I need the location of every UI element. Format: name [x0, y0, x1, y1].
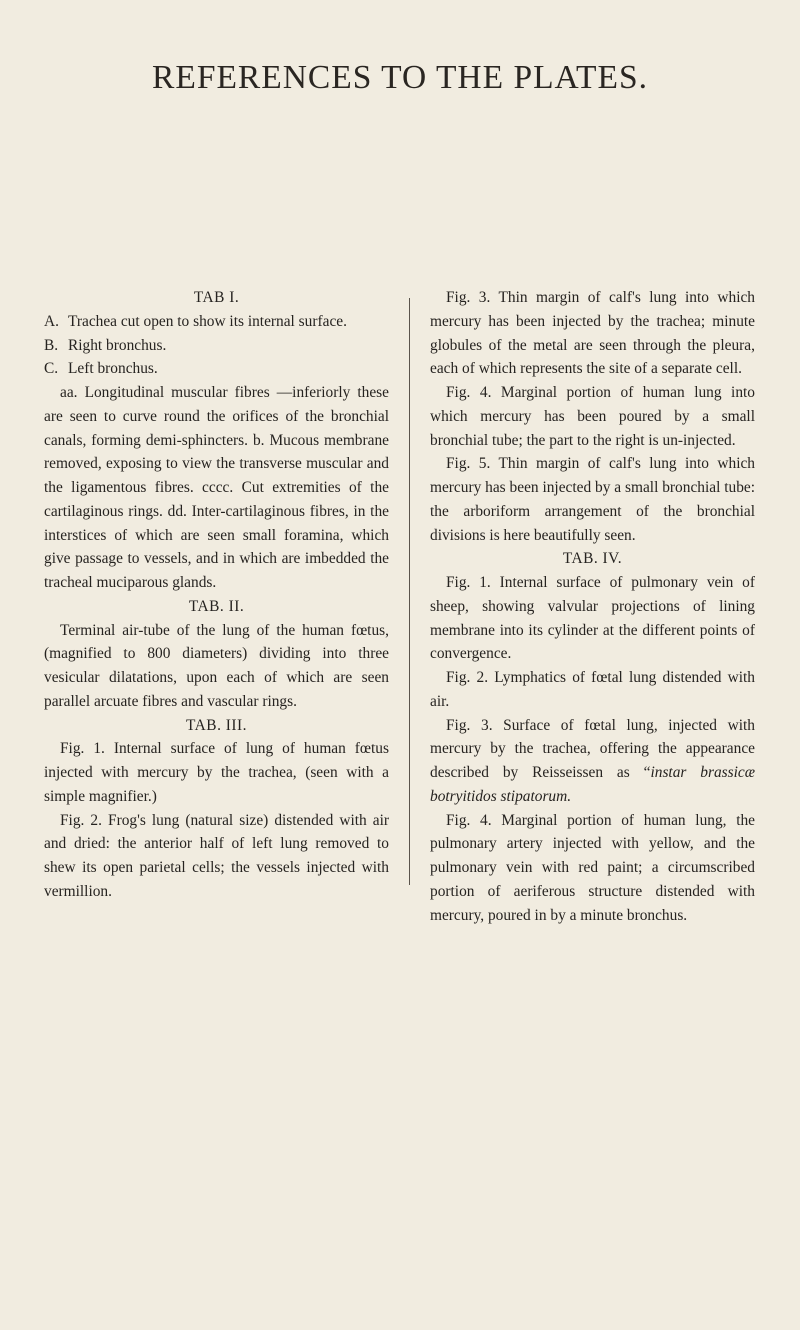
- column-divider: [409, 298, 410, 885]
- item-c-text: Left bronchus.: [68, 360, 158, 378]
- item-a-mark: A.: [44, 312, 59, 330]
- tab-3-fig-3: Fig. 3. Thin margin of calf's lung into which mercury has been injected by the trachea; minute globules of the metal are seen through the pleura, each of which represents the site of a separate cell.: [430, 289, 755, 378]
- tab-3-fig-4: Fig. 4. Marginal portion of human lung into which mercury has been poured by a small bronchial tube; the part to the right is un-injected.: [430, 384, 755, 449]
- item-b-mark: B.: [44, 336, 59, 354]
- left-column: [44, 286, 389, 904]
- tab-1-item-c: [44, 357, 389, 381]
- item-c-mark: C.: [44, 360, 59, 378]
- tab-4-fig-3-text: Fig. 3. Surface of fœtal lung, injected with mercury by the trachea, offering the appearance described by Reisseissen as “: [430, 716, 755, 781]
- item-a-text: Trachea cut open to show its internal surface.: [68, 312, 347, 330]
- tab-4-fig-1: Fig. 1. Internal surface of pulmonary vein of sheep, showing valvular projections of lining membrane into its cylinder at the different points of convergence.: [430, 574, 755, 663]
- tab-3-fig-2: Fig. 2. Frog's lung (natural size) distended with air and dried: the anterior half of left lung removed to shew its open parietal cells; the vessels injected with vermillion.: [44, 811, 389, 900]
- page-title: REFERENCES TO THE PLATES.: [152, 59, 648, 96]
- tab-3-heading: TAB. III.: [186, 716, 247, 734]
- tab-1-item-b: [44, 334, 389, 358]
- tab-2-heading: TAB. II.: [188, 597, 245, 615]
- tab-2-description: Terminal air-tube of the lung of the human fœtus, (magnified to 800 diameters) dividing into three vesicular dilatations, upon each of which are seen parallel arcuate fibres and vascular rings.: [44, 621, 389, 710]
- tab-1-description: aa. Longitudinal muscular fibres —inferiorly these are seen to curve round the orifices of the bronchial canals, forming demi-sphincters. b. Mucous membrane removed, exposing to view the transverse muscular and the ligamentous fibres. cccc. Cut extremities of the cartilaginous rings. dd. Inter-cartilaginous fibres, in the interstices of which are seen small foramina, which give passage to vessels, and in which are imbedded the tracheal muciparous glands.: [44, 384, 389, 591]
- item-b-text: Right bronchus.: [68, 336, 167, 354]
- tab-3-fig-5: Fig. 5. Thin margin of calf's lung into which mercury has been injected by a small bronchial tube: the arboriform arrangement of the bronchial divisions is here beautifully seen.: [430, 455, 755, 544]
- tab-4-heading: TAB. IV.: [562, 550, 623, 568]
- tab-1-item-a: [44, 310, 389, 334]
- right-column: [430, 286, 755, 927]
- tab-4-fig-3: [430, 714, 755, 809]
- tab-4-fig-2: Fig. 2. Lymphatics of fœtal lung distended with air.: [430, 669, 755, 710]
- tab-4-fig-4: Fig. 4. Marginal portion of human lung, the pulmonary artery injected with yellow, and the pulmonary vein with red paint; a circumscribed portion of aeriferous structure distended with mercury, poured in by a minute bronchus.: [430, 811, 755, 924]
- tab-3-fig-1: Fig. 1. Internal surface of lung of human fœtus injected with mercury by the trachea, (seen with a simple magnifier.): [44, 740, 389, 805]
- tab-1-heading: TAB I.: [193, 289, 240, 306]
- tab-4-fig-3-latin-quote: instar brassicæ botryitidos stipatorum.: [430, 764, 755, 805]
